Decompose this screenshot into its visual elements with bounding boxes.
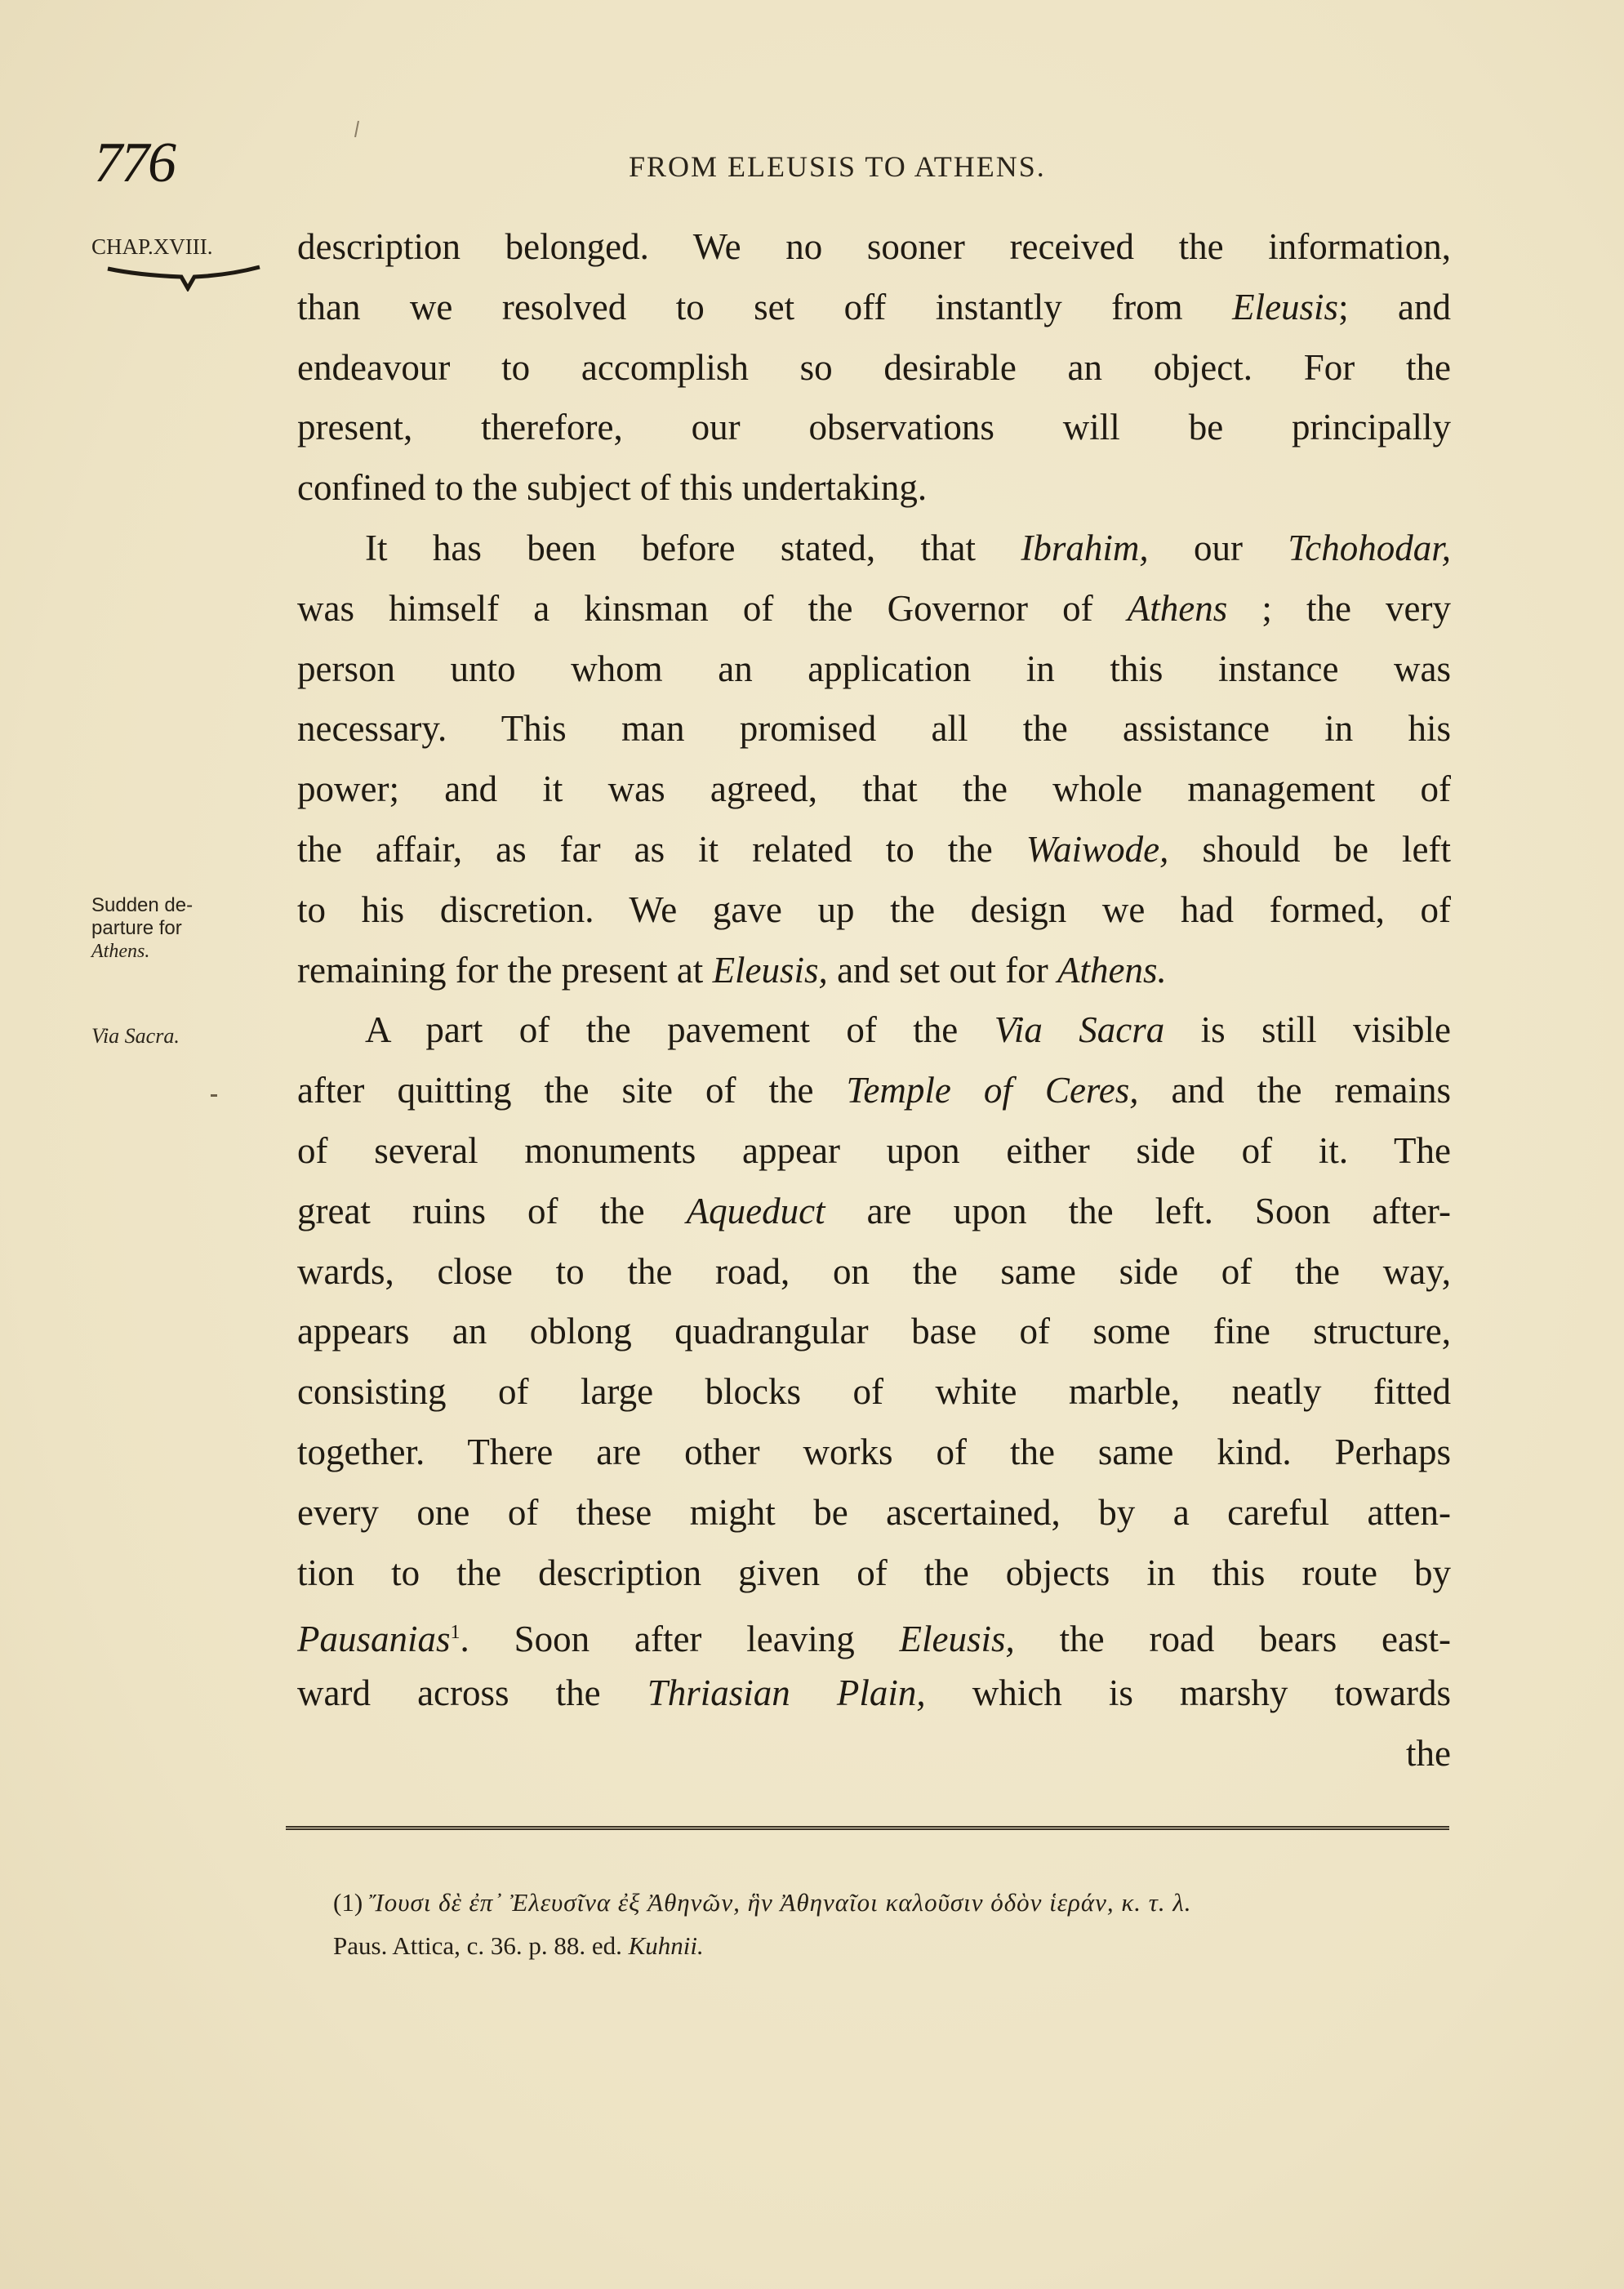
footnote-greek-line: [333, 1881, 1192, 1924]
text-line: remaining for the present at Eleusis, and set out for Athens.: [297, 949, 1167, 991]
footnote-greek-text: Ἴουσι δὲ ἐπ᾽ Ἐλευσῖνα ἐξ Ἀθηνῶν, ἣν Ἀθηναῖοι καλοῦσιν ὁδὸν ἱεράν, κ. τ. λ.: [368, 1888, 1192, 1917]
running-head: FROM ELEUSIS TO ATHENS.: [629, 150, 1046, 183]
text-line: was himself a kinsman of the Governor of Athens ; the very: [297, 587, 1451, 629]
text-line: to his discretion. We gave up the design we had formed, of: [297, 888, 1451, 930]
footnote: [333, 1881, 1192, 1967]
ink-dot: [211, 1094, 217, 1097]
text-line: endeavour to accomplish so desirable an object. For the: [297, 346, 1451, 388]
chapter-brace-ornament: [106, 264, 261, 292]
footnote-marker: (1): [333, 1888, 363, 1917]
body-text: [297, 217, 1451, 1784]
text-line: ward across the Thriasian Plain, which is marshy towards: [297, 1672, 1451, 1714]
footnote-citation-line: Paus. Attica, c. 36. p. 88. ed. Kuhnii.: [333, 1931, 704, 1960]
text-line: consisting of large blocks of white marble, neatly fitted: [297, 1371, 1451, 1413]
text-line: confined to the subject of this undertaking.: [297, 467, 928, 509]
text-line: every one of these might be ascertained, by a careful atten-: [297, 1491, 1451, 1533]
ink-mark: [354, 121, 359, 137]
text-line: person unto whom an application in this instance was: [297, 648, 1451, 689]
margin-note-sudden-departure: [91, 894, 255, 963]
margin-note-via-sacra: Via Sacra.: [91, 1024, 180, 1048]
margin-note-line: Athens.: [91, 941, 150, 962]
footnote-reference: 1: [450, 1622, 461, 1644]
text-line: than we resolved to set off instantly from Eleusis; and: [297, 286, 1451, 327]
margin-note-line: parture for: [91, 917, 182, 939]
text-line: power; and it was agreed, that the whole management of: [297, 768, 1451, 810]
chapter-label: CHAP.XVIII.: [91, 234, 213, 259]
text-line: It has been before stated, that Ibrahim, our Tchohodar,: [365, 527, 1451, 568]
text-line: wards, close to the road, on the same side of the way,: [297, 1250, 1451, 1292]
text-line: present, therefore, our observations will be principally: [297, 407, 1451, 448]
footnote-rule: [286, 1826, 1449, 1830]
text-line: necessary. This man promised all the assistance in his: [297, 708, 1451, 750]
text-line: together. There are other works of the same kind. Perhaps: [297, 1431, 1451, 1472]
margin-note-line: Sudden de-: [91, 894, 194, 916]
text-line: appears an oblong quadrangular base of some fine structure,: [297, 1311, 1451, 1352]
text-line: A part of the pavement of the Via Sacra is still visible: [365, 1009, 1451, 1051]
text-line: great ruins of the Aqueduct are upon the left. Soon after-: [297, 1190, 1451, 1231]
text-line: after quitting the site of the Temple of Ceres, and the remains: [297, 1070, 1451, 1111]
page-number: 776: [94, 131, 175, 194]
text-line: of several monuments appear upon either side of it. The: [297, 1129, 1451, 1171]
catchword: the: [1406, 1732, 1451, 1774]
text-line: description belonged. We no sooner received the information,: [297, 226, 1451, 267]
text-line: the affair, as far as it related to the Waiwode, should be left: [297, 828, 1451, 870]
text-line: Pausanias$^1$. Soon after leaving Eleusis, the road bears east-: [297, 1619, 1451, 1660]
footnote-editor: Kuhnii.: [628, 1931, 704, 1960]
text-line: tion to the description given of the objects in this route by: [297, 1552, 1451, 1593]
